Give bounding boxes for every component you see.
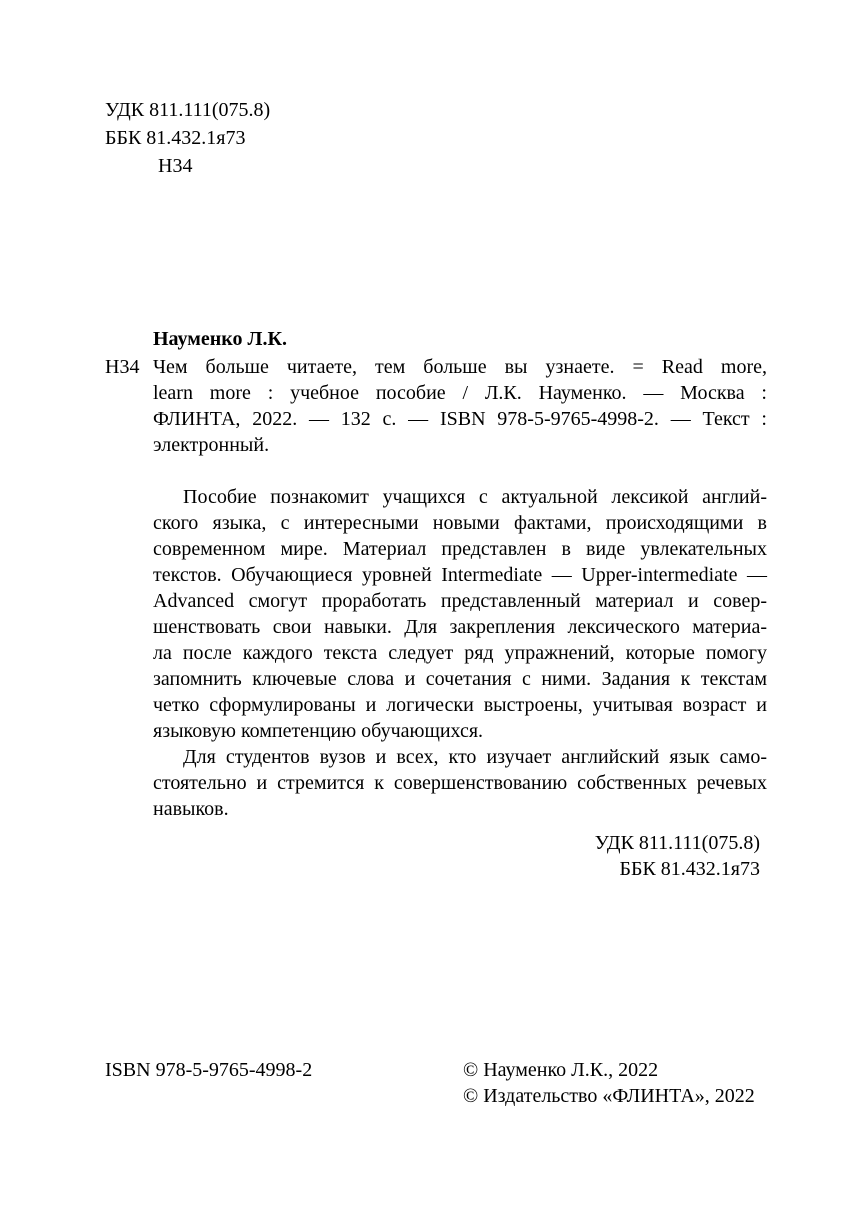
copyright-author: © Науменко Л.К., 2022 (463, 1059, 659, 1081)
abstract-line: языковую компетенцию обучающихся. (153, 720, 484, 742)
bbk-code-bottom: ББК 81.432.1я73 (619, 858, 760, 880)
abstract-line: четко сформулированы и логически выстроены, учитывая возраст и (153, 694, 767, 716)
audience-line: стоятельно и стремится к совершенствованию собственных речевых (153, 772, 767, 794)
author-sign-top: Н34 (158, 155, 193, 177)
abstract-line: Advanced смогут проработать представленный материал и совер- (153, 590, 767, 612)
bibliographic-line: электронный. (153, 434, 270, 456)
abstract-line: ского языка, с интересными новыми фактами, происходящими в (153, 512, 767, 534)
copyright-publisher: © Издательство «ФЛИНТА», 2022 (463, 1085, 755, 1107)
audience-line: Для студентов вузов и всех, кто изучает английский язык само- (183, 746, 767, 768)
udk-code-bottom: УДК 811.111(075.8) (594, 832, 760, 854)
abstract-line: Пособие познакомит учащихся с актуальной лексикой англий- (183, 486, 767, 508)
abstract-line: ла после каждого текста следует ряд упражнений, которые помогу (153, 642, 767, 664)
abstract-line: современном мире. Материал представлен в виде увлекательных (153, 538, 767, 560)
author-sign: Н34 (105, 356, 140, 378)
bbk-code-top: ББК 81.432.1я73 (105, 127, 246, 149)
isbn: ISBN 978-5-9765-4998-2 (105, 1059, 313, 1081)
audience-line: навыков. (153, 798, 229, 820)
udk-code-top: УДК 811.111(075.8) (105, 99, 271, 121)
author-name: Науменко Л.К. (153, 328, 287, 350)
bibliographic-line: learn more : учебное пособие / Л.К. Науменко. — Москва : (153, 382, 767, 404)
abstract-line: шенствовать свои навыки. Для закрепления лексического материа- (153, 616, 767, 638)
abstract-line: запомнить ключевые слова и сочетания с ними. Задания к текстам (153, 668, 767, 690)
bibliographic-line: ФЛИНТА, 2022. — 132 с. — ISBN 978-5-9765-4998-2. — Текст : (153, 408, 767, 430)
abstract-line: текстов. Обучающиеся уровней Intermediate — Upper-intermediate — (153, 564, 767, 586)
bibliographic-line: Чем больше читаете, тем больше вы узнаете. = Read more, (153, 356, 767, 378)
